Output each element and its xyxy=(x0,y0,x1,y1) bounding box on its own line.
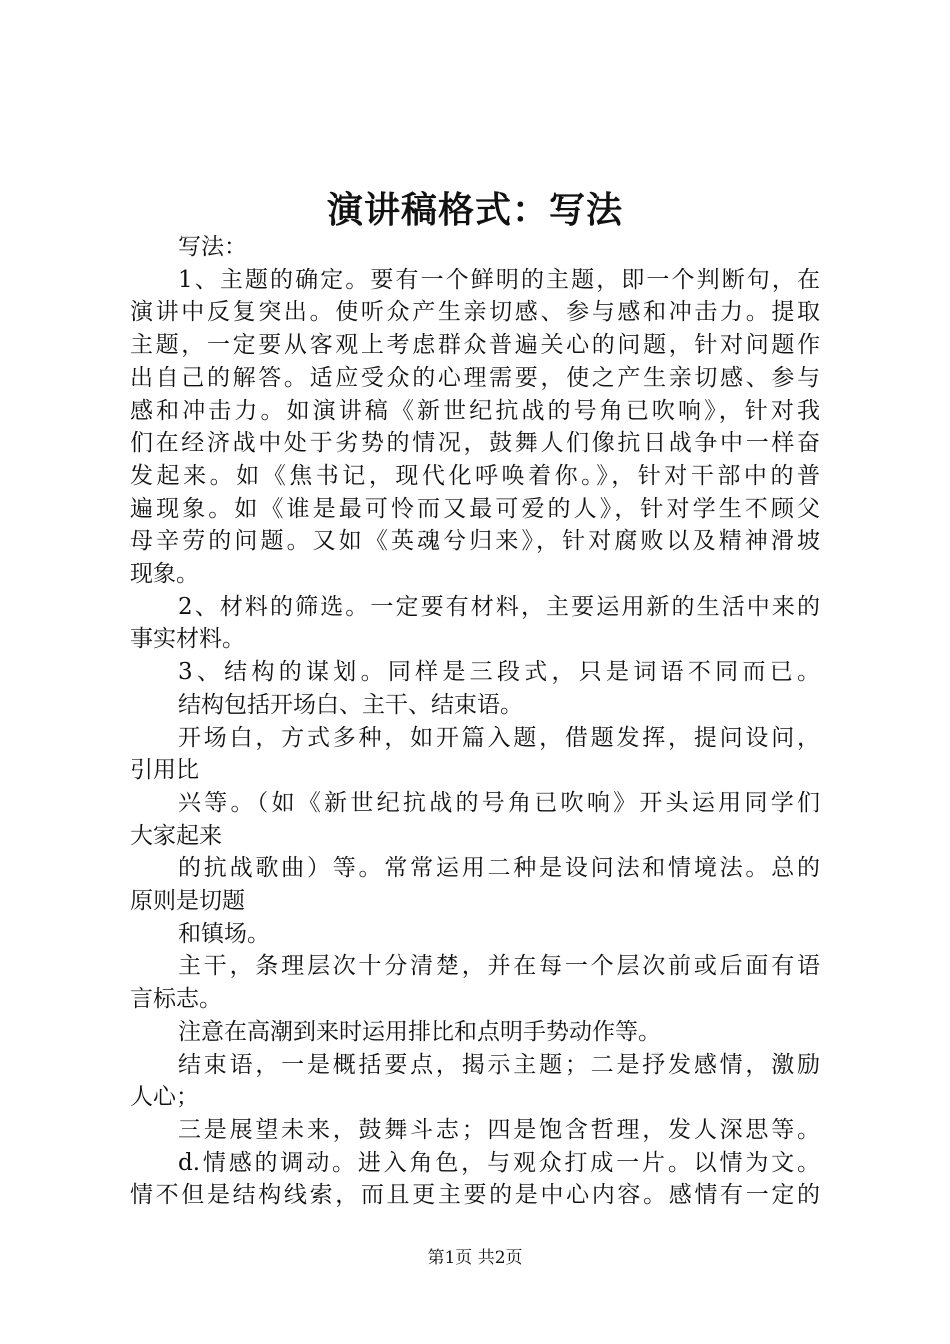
page-footer: 第1页 共2页 xyxy=(427,1248,523,1268)
text-line: 情不但是结构线索，而且更主要的是中心内容。感情有一定的 xyxy=(130,1182,820,1208)
text-line: 遍现象。如《谁是最可怜而又最可爱的人》，针对学生不顾父 xyxy=(130,496,820,522)
text-line: 三是展望未来，鼓舞斗志；四是饱含哲理，发人深思等。 xyxy=(178,1117,820,1143)
text-line: 现象。 xyxy=(130,561,199,587)
text-line: 主题，一定要从客观上考虑群众普遍关心的问题，针对问题作 xyxy=(130,332,820,358)
text-line: 大家起来 xyxy=(130,823,222,849)
text-line: 母辛劳的问题。又如《英魂兮归来》，针对腐败以及精神滑坡 xyxy=(130,528,820,554)
text-line: 结构包括开场白、主干、结束语。 xyxy=(178,692,523,718)
text-line: 感和冲击力。如演讲稿《新世纪抗战的号角已吹响》，针对我 xyxy=(130,398,820,424)
text-line: 事实材料。 xyxy=(130,626,245,652)
text-line: 注意在高潮到来时运用排比和点明手势动作等。 xyxy=(178,1019,661,1045)
text-line: 引用比 xyxy=(130,757,199,783)
text-line: 结束语，一是概括要点，揭示主题；二是抒发感情，激励 xyxy=(178,1052,820,1078)
text-line: 出自己的解答。适应受众的心理需要，使之产生亲切感、参与 xyxy=(130,365,820,391)
text-line: 言标志。 xyxy=(130,986,222,1012)
text-line: 的抗战歌曲）等。常常运用二种是设问法和情境法。总的 xyxy=(178,855,820,881)
document-title: 演讲稿格式：写法 xyxy=(326,189,623,231)
text-line: 开场白，方式多种，如开篇入题，借题发挥，提问设问， xyxy=(178,725,820,751)
text-line: 主干，条理层次十分清楚，并在每一个层次前或后面有语 xyxy=(178,953,820,979)
text-line: 们在经济战中处于劣势的情况，鼓舞人们像抗日战争中一样奋 xyxy=(130,430,820,456)
text-line: 发起来。如《焦书记，现代化呼唤着你。》，针对干部中的普 xyxy=(130,463,820,489)
text-line: 人心； xyxy=(130,1084,199,1110)
text-line: 原则是切题 xyxy=(130,888,245,914)
text-line: d.情感的调动。进入角色，与观众打成一片。以情为文。 xyxy=(178,1150,820,1176)
text-line: 演讲中反复突出。使听众产生亲切感、参与感和冲击力。提取 xyxy=(130,299,820,325)
text-line: 兴等。（如《新世纪抗战的号角已吹响》开头运用同学们 xyxy=(178,790,820,816)
text-line: 写法： xyxy=(178,234,247,260)
text-line: 2、材料的筛选。一定要有材料，主要运用新的生活中来的 xyxy=(178,594,820,620)
text-line: 和镇场。 xyxy=(178,921,270,947)
text-line: 1、主题的确定。要有一个鲜明的主题，即一个判断句，在 xyxy=(178,267,820,293)
text-line: 3、结构的谋划。同样是三段式，只是词语不同而已。 xyxy=(178,659,820,685)
